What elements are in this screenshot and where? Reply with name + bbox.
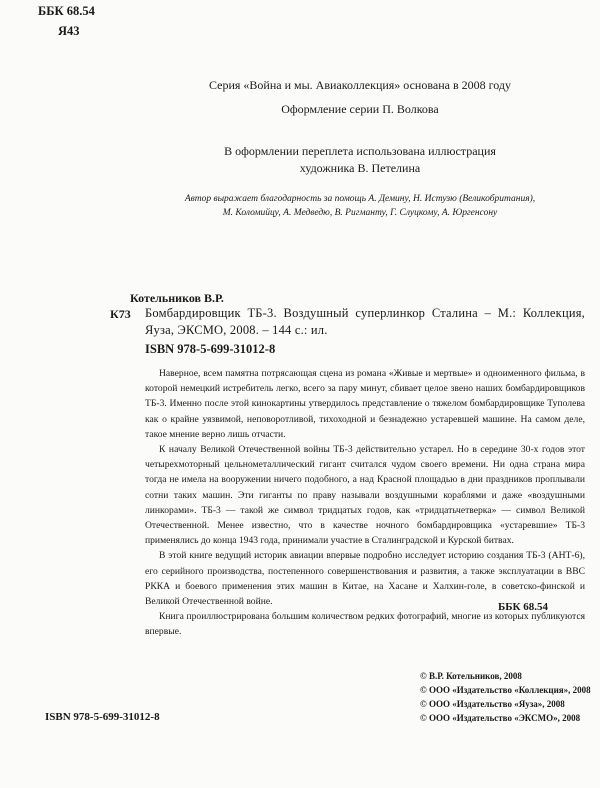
bbk-code-right: ББК 68.54 bbox=[498, 601, 549, 613]
series-design: Оформление серии П. Волкова bbox=[281, 102, 439, 116]
annotation-paragraph: Наверное, всем памятна потрясающая сцена из романа «Живые и мертвые» и одноименного фильма, в которой немецкий истребитель легко, всего за пару минут, сбивает целое звено наших бомбардировщиков ТБ-3. Именно после этой кинокартины утвердилось представление о тяжелом бомбардировщике Туполева как о крайне уязвимой, неповоротливой, тихоходной и безнадежно устаревшей машине. На самом деле, такое мнение верно лишь отчасти. bbox=[145, 368, 585, 440]
annotation-paragraph: К началу Великой Отечественной войны ТБ-3 действительно устарел. Но в середине 30-х годов этот четырехмоторный цельнометаллический гигант считался чудом своего времени. Ни одна страна мира тогда не имела на вооружении ничего подобного, а над Красной площадью в дни праздников проплывали сотни таких машин. Эти гиганты по праву называли воздушными кораблями и даже «воздушными линкорами». ТБ-3 — такой же символ тридцатых годов, как «тридцатьчетверка» — символ Великой Отечественной. Менее известно, что в качестве ночного бомбардировщика «устаревшие» ТБ-3 применялись до конца 1943 года, принимали участие в Сталинградской и Курской битвах. bbox=[145, 444, 585, 547]
author-mark: Я43 bbox=[58, 24, 80, 38]
acknowledgements bbox=[140, 192, 580, 220]
copyright-block bbox=[420, 669, 591, 725]
cutter-code: К73 bbox=[110, 307, 131, 321]
isbn: ISBN 978-5-699-31012-8 bbox=[145, 342, 276, 356]
cover-illustration-line-1: В оформлении переплета использована иллюстрация bbox=[224, 144, 496, 158]
cover-illustration-line-2: художника В. Петелина bbox=[299, 161, 421, 175]
author-name: Котельников В.Р. bbox=[130, 291, 224, 305]
isbn-bottom: ISBN 978-5-699-31012-8 bbox=[45, 711, 160, 723]
copyright-line: © В.Р. Котельников, 2008 bbox=[420, 671, 522, 681]
annotation-paragraph: В этой книге ведущий историк авиации впервые подробно исследует историю создания ТБ-3 (АНТ-6), его серийного производства, постепенного совершенствования и развития, а также эксплуатации в ВВС РККА и боевого применения этих машин в Китае, на Хасане и Халхин-голе, в советско-финской и Великой Отечественной войне. bbox=[145, 550, 585, 608]
copyright-line: © ООО «Издательство «ЭКСМО», 2008 bbox=[420, 713, 581, 723]
copyright-line: © ООО «Издательство «Яуза», 2008 bbox=[420, 699, 565, 709]
annotation-paragraph: Книга проиллюстрирована большим количеством редких фотографий, многие из которых публикуются впервые. bbox=[145, 611, 585, 638]
series-line: Серия «Война и мы. Авиаколлекция» основана в 2008 году bbox=[209, 78, 511, 92]
thanks-line-1: Автор выражает благодарность за помощь А. Демину, Н. Истузю (Великобритания), bbox=[184, 194, 536, 204]
bibliographic-title: Бомбардировщик ТБ-3. Воздушный суперлинкор Сталина – М.: Коллекция, Яуза, ЭКСМО, 2008. – 144 с.: ил. bbox=[145, 306, 585, 337]
bbk-code-top: ББК 68.54 bbox=[38, 4, 95, 18]
thanks-line-2: М. Коломийцу, А. Медведю, В. Ригманту, Г. Слуцкому, А. Юргенсону bbox=[222, 208, 498, 218]
copyright-line: © ООО «Издательство «Коллекция», 2008 bbox=[420, 685, 591, 695]
annotation bbox=[145, 366, 585, 640]
